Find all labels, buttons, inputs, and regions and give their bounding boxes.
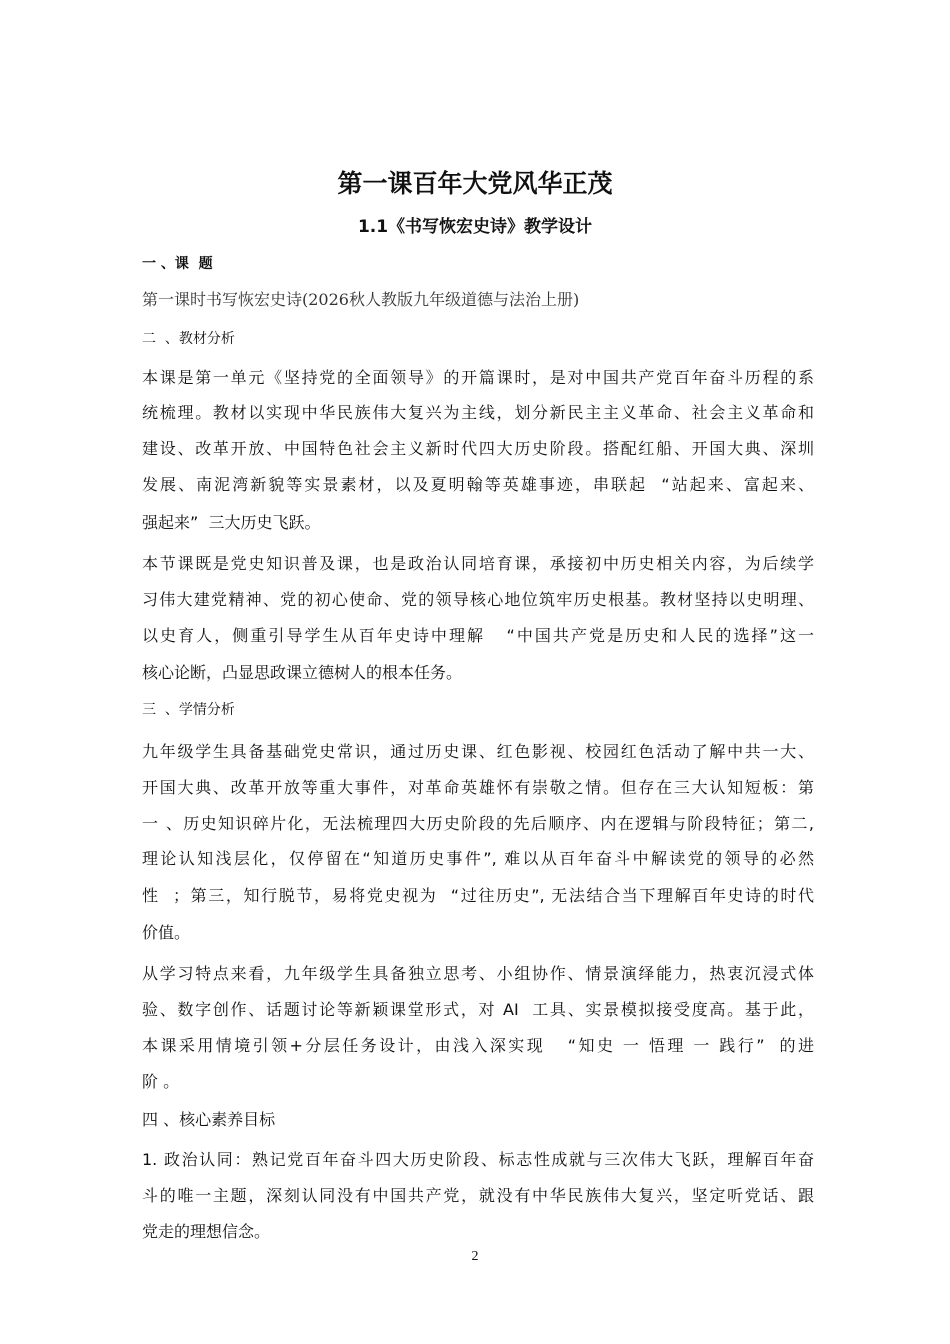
paragraph-line: 以史育人，侧重引导学生从百年史诗中理解 “中国共产党是历史和人民的选择”这一 [142,626,814,645]
paragraph-line: 价值。 [142,923,191,942]
paragraph-line: 统梳理。教材以实现中华民族伟大复兴为主线，划分新民主主义革命、社会主义革命和 [142,403,814,422]
document-subtitle: 1.1《书写恢宏史诗》教学设计 [357,217,593,237]
paragraph-line: 本节课既是党史知识普及课，也是政治认同培育课，承接初中历史相关内容，为后续学 [142,554,814,573]
paragraph-line: 建设、改革开放、中国特色社会主义新时代四大历史阶段。搭配红船、开国大典、深圳 [142,439,814,458]
paragraph-line: 1. 政治认同：熟记党百年奋斗四大历史阶段、标志性成就与三次伟大飞跃，理解百年奋 [142,1150,814,1169]
paragraph-line: 党走的理想信念。 [142,1222,271,1241]
paragraph-line: 一 、历史知识碎片化，无法梳理四大历史阶段的先后顺序、内在逻辑与阶段特征；第二, [142,814,814,833]
paragraph-line: 理论认知浅层化，仅停留在“知道历史事件”, 难以从百年奋斗中解读党的领导的必然 [142,849,814,868]
paragraph-line: 从学习特点来看，九年级学生具备独立思考、小组协作、情景演绎能力，热衷沉浸式体 [142,964,814,983]
paragraph-line: 开国大典、改革开放等重大事件，对革命英雄怀有崇敬之情。但存在三大认知短板：第 [142,778,814,797]
section-heading-core-goals: 四 、核心素养目标 [142,1110,276,1129]
paragraph-line: 习伟大建党精神、党的初心使命、党的领导核心地位筑牢历史根基。教材坚持以史明理、 [142,590,814,609]
paragraph-line: 阶 。 [142,1072,180,1091]
section-heading-learner-analysis: 三 、学情分析 [142,702,235,718]
paragraph-line: 九年级学生具备基础党史常识，通过历史课、红色影视、校园红色活动了解中共一大、 [142,742,814,761]
paragraph-line: 性 ；第三，知行脱节，易将党史视为 “过往历史”, 无法结合当下理解百年史诗的时代 [142,886,814,905]
page-number: 2 [471,1249,479,1264]
topic-text: 第一课时书写恢宏史诗(2026秋人教版九年级道德与法治上册) [142,290,580,309]
paragraph-line: 核心论断，凸显思政课立德树人的根本任务。 [142,663,463,682]
paragraph-line: 发展、南泥湾新貌等实景素材，以及夏明翰等英雄事迹，串联起 “站起来、富起来、 [142,475,814,494]
paragraph-line: 本课是第一单元《坚持党的全面领导》的开篇课时，是对中国共产党百年奋斗历程的系 [142,368,814,387]
paragraph-line: 斗的唯一主题，深刻认同没有中国共产党，就没有中华民族伟大复兴，坚定听党话、跟 [142,1186,814,1205]
paragraph-line: 强起来” 三大历史飞跃。 [142,513,321,532]
paragraph-line: 本课采用情境引领+分层任务设计，由浅入深实现 “知史 一 悟理 一 践行” 的进 [142,1036,814,1055]
section-heading-topic: 一 、课 题 [142,256,213,272]
document-title: 第一课百年大党风华正茂 [337,169,613,198]
section-heading-textbook-analysis: 二 、教材分析 [142,331,235,347]
paragraph-line: 验、数字创作、话题讨论等新颖课堂形式，对 AI 工具、实景模拟接受度高。基于此， [142,1000,814,1019]
